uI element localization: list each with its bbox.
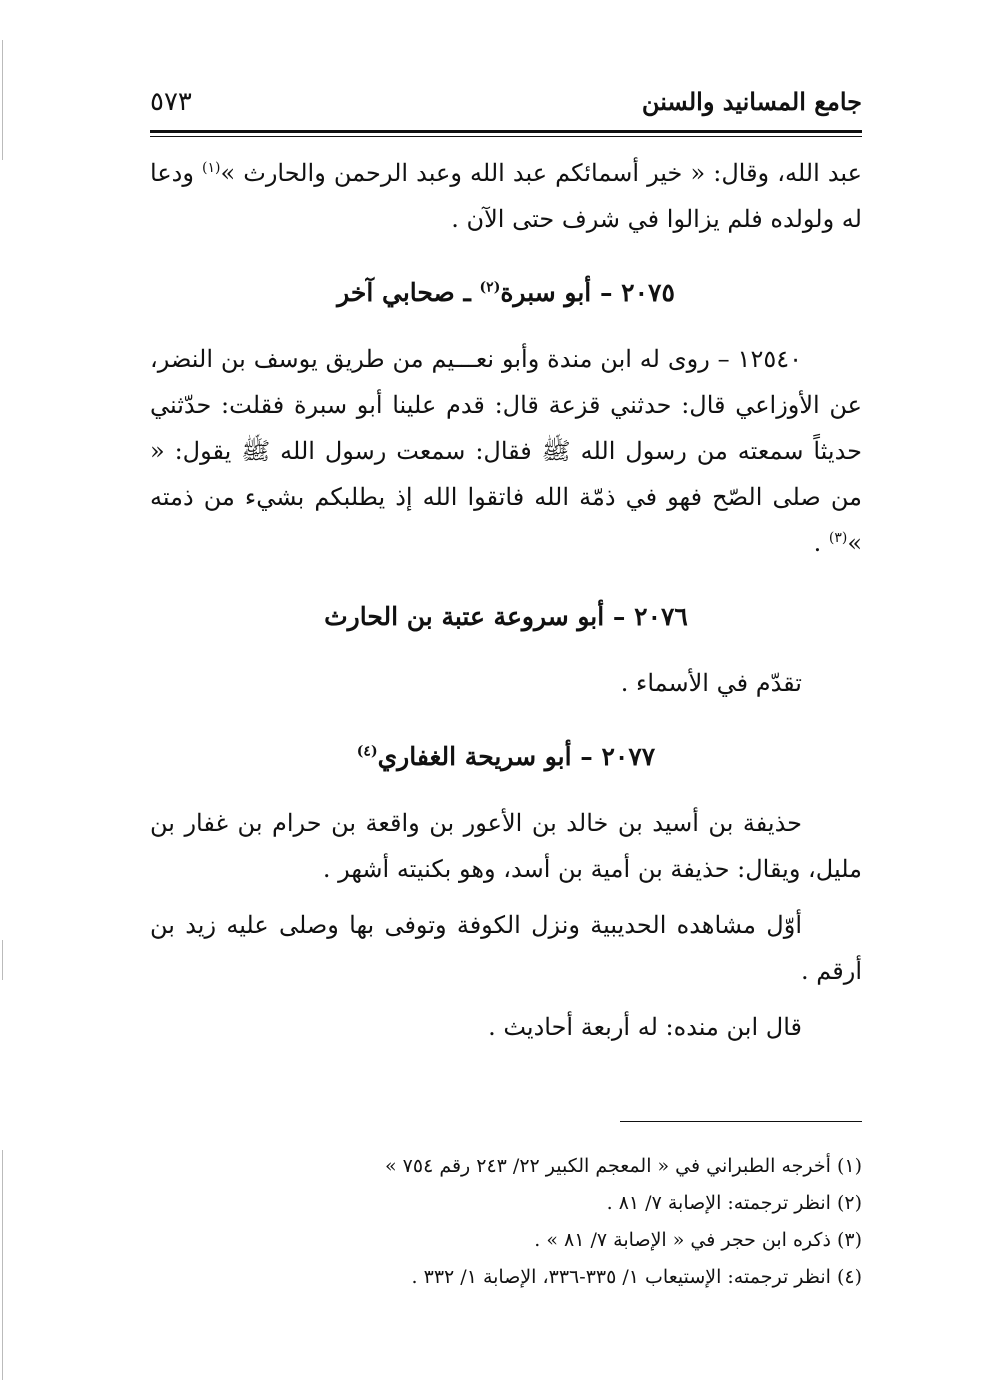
footnote: (٣) ذكره ابن حجر في « الإصابة ٧/ ٨١ » . <box>534 1229 862 1251</box>
running-header <box>150 82 862 126</box>
header-rule <box>150 130 862 133</box>
main-text <box>150 150 862 1050</box>
footnote: (٤) انظر ترجمته: الإستيعاب ١/ ٣٣٥-٣٣٦، الإصابة ١/ ٣٣٢ . <box>411 1266 862 1288</box>
entry-title: – أبو سريحة الغفاري <box>377 742 593 771</box>
entry-number: ٢٠٧٦ <box>634 602 688 631</box>
paragraph: تقدّم في الأسماء . <box>620 669 802 697</box>
scan-edge-mark <box>2 940 3 980</box>
scan-edge-mark <box>2 1150 3 1380</box>
footnote: (١) أخرجه الطبراني في « المعجم الكبير ٢٢/ ٢٤٣ رقم ٧٥٤ » <box>384 1155 862 1177</box>
footnote-ref: (٤) <box>356 743 378 760</box>
entry-number: ٢٠٧٧ <box>601 742 656 771</box>
footnote-ref: (١) <box>202 160 221 176</box>
entry-heading-2077 <box>150 734 862 780</box>
footnote-separator <box>620 1121 862 1122</box>
scan-edge-mark <box>2 40 3 160</box>
paragraph: حذيفة بن أسيد بن خالد بن الأعور بن واقعة بن حرام بن غفار بن مليل، ويقال: حذيفة بن أمية بن أسد، وهو بكنيته أشهر . <box>150 809 862 883</box>
book-title: جامع المسانيد والسنن <box>641 87 862 116</box>
entry-suffix: ـ صحابي آخر <box>337 278 471 307</box>
entry-number: ٢٠٧٥ <box>621 278 675 307</box>
footnote-ref: (٢) <box>479 279 501 296</box>
entry-title: – أبو سروعة عتبة بن الحارث <box>324 602 626 631</box>
hadith-paragraph: ١٢٥٤٠ – روى له ابن مندة وأبو نعـــيم من طريق يوسف بن النضر، عن الأوزاعي قال: حدثني قزعة قال: قدم علينا أبو سبرة فقلت: حدّثني حديثاً سمعته من رسول الله ﷺ فقال: سمعت رسول الله ﷺ يقول: « من صلى الصّح فهو في ذمّة الله فاتقوا الله إذ يطلبكم بشيء من ذمته »$^{(٣)}$ . <box>150 345 863 557</box>
paragraph-continuation: عبد الله، وقال: « خير أسمائكم عبد الله وعبد الرحمن والحارث »$^{(١)}$ ودعا له ولولده فلم يزالوا في شرف حتى الآن . <box>150 159 862 233</box>
page-number: ٥٧٣ <box>150 87 192 117</box>
entry-heading-2075 <box>150 270 862 316</box>
footnotes <box>150 1148 862 1296</box>
paragraph: أوّل مشاهده الحديبية ونزل الكوفة وتوفى بها وصلى عليه زيد بن أرقم . <box>150 911 862 985</box>
entry-title: – أبو سبرة <box>500 278 613 307</box>
header-rule-thin <box>150 136 862 137</box>
footnote: (٢) انظر ترجمته: الإصابة ٧/ ٨١ . <box>606 1192 862 1214</box>
entry-heading-2076 <box>150 594 862 640</box>
paragraph: قال ابن منده: له أربعة أحاديث . <box>488 1013 802 1041</box>
footnote-ref: (٣) <box>828 530 848 546</box>
